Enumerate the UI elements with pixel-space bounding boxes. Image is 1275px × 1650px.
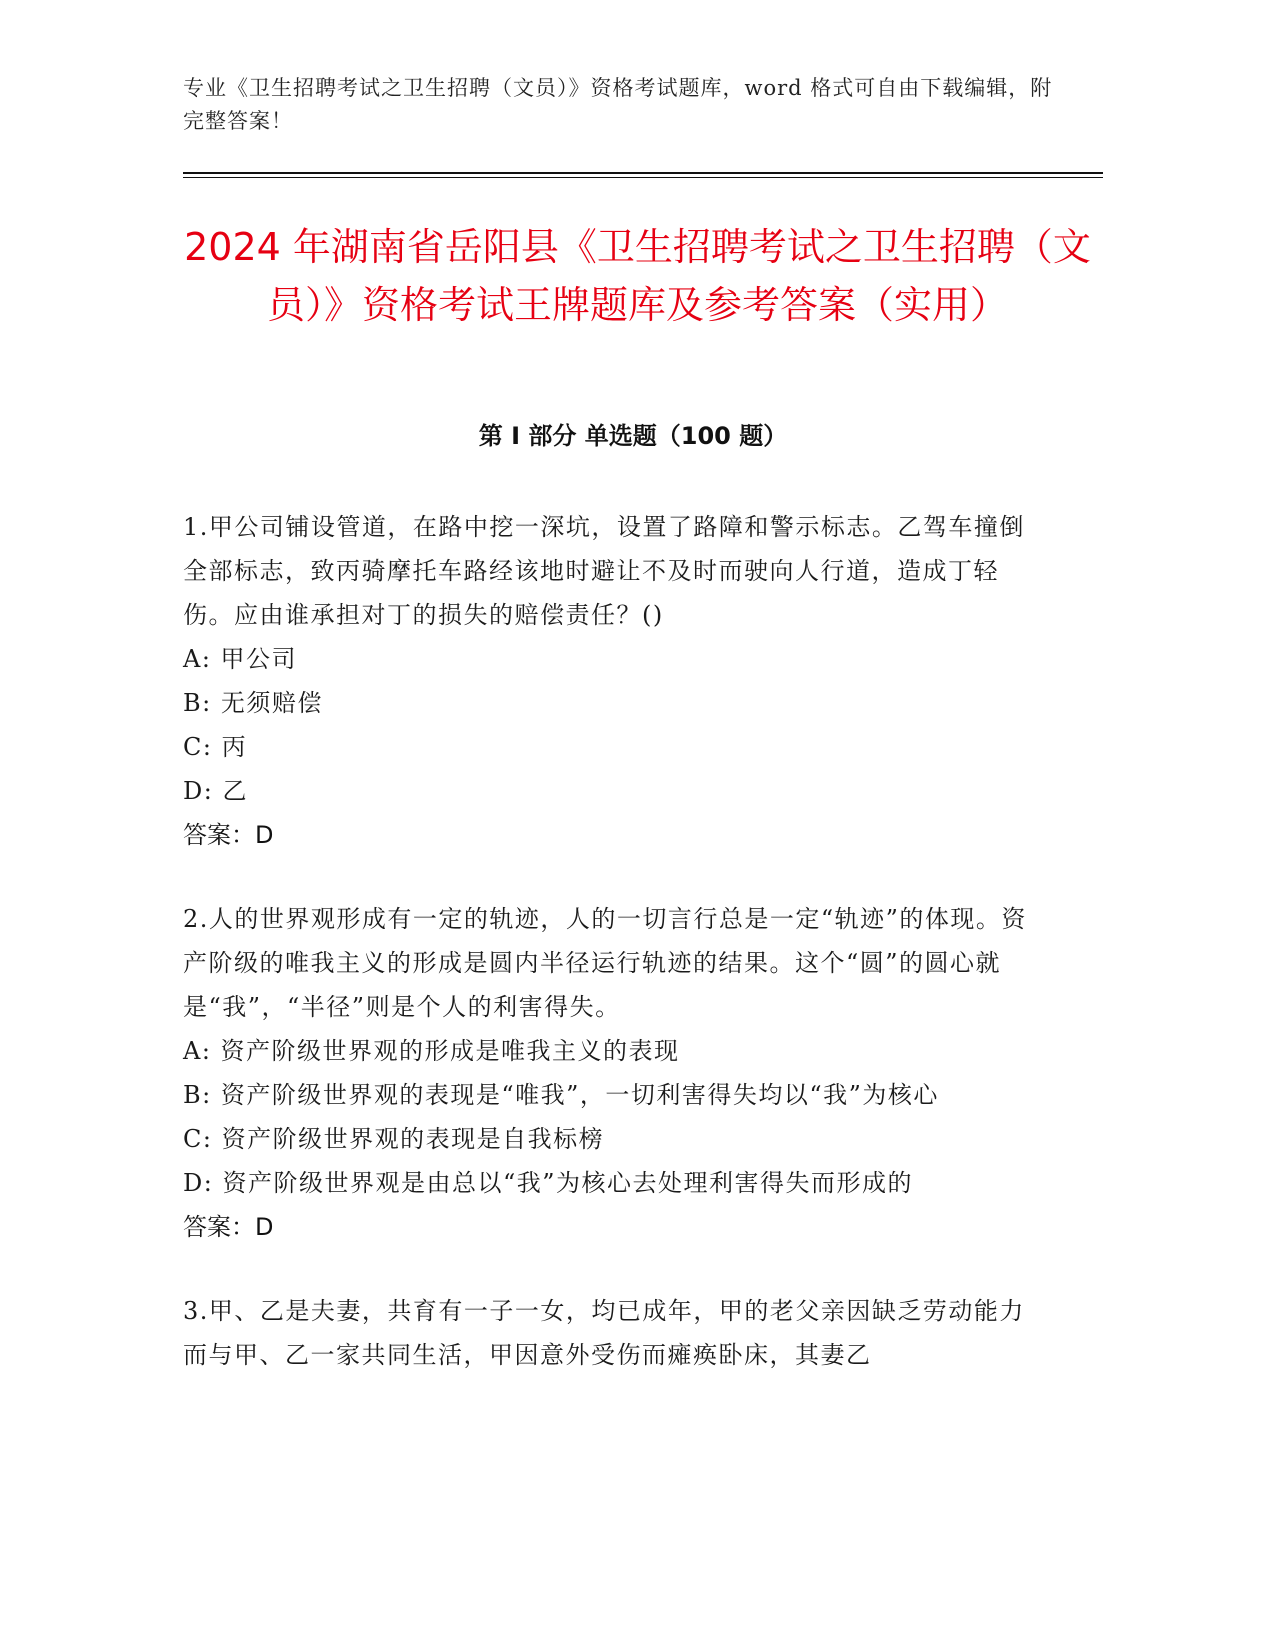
question-text: 1.甲公司铺设管道，在路中挖一深坑，设置了路障和警示标志。乙驾车撞倒全部标志，致丙骑摩托车路经该地时避让不及时而驶向人行道，造成丁轻伤。应由谁承担对丁的损失的赔偿责任？(): [183, 513, 1025, 629]
option-a: A: 资产阶级世界观的形成是唯我主义的表现: [183, 1037, 680, 1065]
option-b: B: 无须赔偿: [183, 689, 323, 717]
answer: 答案：D: [183, 1213, 274, 1241]
document-title: 2024 年湖南省岳阳县《卫生招聘考试之卫生招聘（文员）》资格考试王牌题库及参考答案（实用）: [184, 225, 1091, 327]
header-note: 专业《卫生招聘考试之卫生招聘（文员）》资格考试题库，word 格式可自由下载编辑，附完整答案！: [183, 76, 1053, 133]
answer: 答案：D: [183, 821, 274, 849]
question-1: [183, 505, 1033, 857]
option-d: D: 乙: [183, 777, 248, 805]
header-divider-thin: [183, 177, 1103, 178]
question-2: [183, 897, 1033, 1249]
question-3: [183, 1289, 1033, 1377]
option-d: D: 资产阶级世界观是由总以“我”为核心去处理利害得失而形成的: [183, 1169, 913, 1197]
option-c: C: 丙: [183, 733, 248, 761]
question-text: 2.人的世界观形成有一定的轨迹，人的一切言行总是一定“轨迹”的体现。资产阶级的唯我主义的形成是圆内半径运行轨迹的结果。这个“圆”的圆心就是“我”，“半径”则是个人的利害得失。: [183, 905, 1027, 1021]
option-b: B: 资产阶级世界观的表现是“唯我”，一切利害得失均以“我”为核心: [183, 1081, 939, 1109]
option-c: C: 资产阶级世界观的表现是自我标榜: [183, 1125, 605, 1153]
question-text: 3.甲、乙是夫妻，共育有一子一女，均已成年，甲的老父亲因缺乏劳动能力而与甲、乙一家共同生活，甲因意外受伤而瘫痪卧床，其妻乙: [183, 1297, 1025, 1369]
question-list: [183, 505, 1033, 1417]
header-divider-thick: [183, 172, 1103, 174]
section-title: 第 I 部分 单选题（100 题）: [478, 422, 788, 450]
option-a: A: 甲公司: [183, 645, 298, 673]
